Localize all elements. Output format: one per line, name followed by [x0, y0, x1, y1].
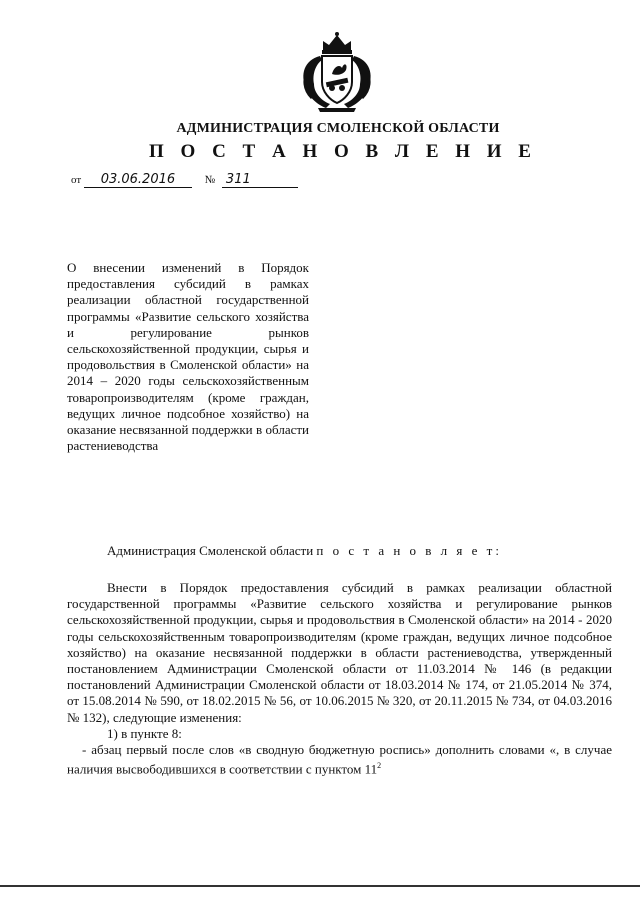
body-item: 1) в пункте 8: — [107, 725, 182, 741]
page-bottom-divider — [0, 885, 640, 887]
organization-title: АДМИНИСТРАЦИЯ СМОЛЕНСКОЙ ОБЛАСТИ — [176, 121, 500, 136]
document-number: 311 — [222, 172, 298, 188]
body-item-text-content: - абзац первый после слов «в сводную бюджетную роспись» дополнить словами «, в случае наличия высвободившихся в соответствии с пунктом 11 — [67, 742, 612, 777]
date-number-line — [71, 172, 298, 188]
body-item-text — [67, 742, 612, 778]
number-label: № — [204, 174, 216, 186]
document-date: 03.06.2016 — [84, 172, 192, 188]
document-subject — [67, 260, 309, 454]
superscript: 2 — [377, 761, 382, 771]
subject-text: О внесении изменений в Порядок предоставления субсидий в рамках реализации областной государственной программы «Развитие сельского хозяйства и регулирование рынков сельскохозяйственной продукции, сырья и продовольствия в Смоленской области» на 2014 – 2020 годы сельскохозяйственным товаропроизводителям (кроме граждан, ведущих личное подсобное хозяйство) на оказание несвязанной поддержки в области растениеводства — [67, 260, 309, 454]
document-type-title: П О С Т А Н О В Л Е Н И Е — [149, 141, 537, 162]
coat-of-arms-icon — [296, 30, 378, 114]
date-from-label: от — [71, 174, 82, 186]
preamble-decree-word: п о с т а н о в л я е т: — [316, 543, 502, 558]
document-body — [67, 580, 612, 778]
preamble — [107, 543, 502, 559]
preamble-text: Администрация Смоленской области — [107, 543, 314, 558]
body-paragraph: Внести в Порядок предоставления субсидий в рамках реализации областной государственной программы «Развитие сельского хозяйства и регулирование рынков сельскохозяйственной продукции, сырья и продовольствия в Смоленской области» на 2014 - 2020 годы сельскохозяйственным товаропроизводителям (кроме граждан, ведущих личное подсобное хозяйство) на оказание несвязанной поддержки в области растениеводства, утвержденный постановлением Администрации Смоленской области от 11.03.2014 № 146 (в редакции постановлений Администрации Смоленской области от 18.03.2014 № 174, от 21.05.2014 № 374, от 15.08.2014 № 590, от 18.02.2015 № 56, от 10.06.2015 № 320, от 20.11.2015 № 734, от 04.03.2016 № 132), следующие изменения: — [67, 580, 612, 725]
